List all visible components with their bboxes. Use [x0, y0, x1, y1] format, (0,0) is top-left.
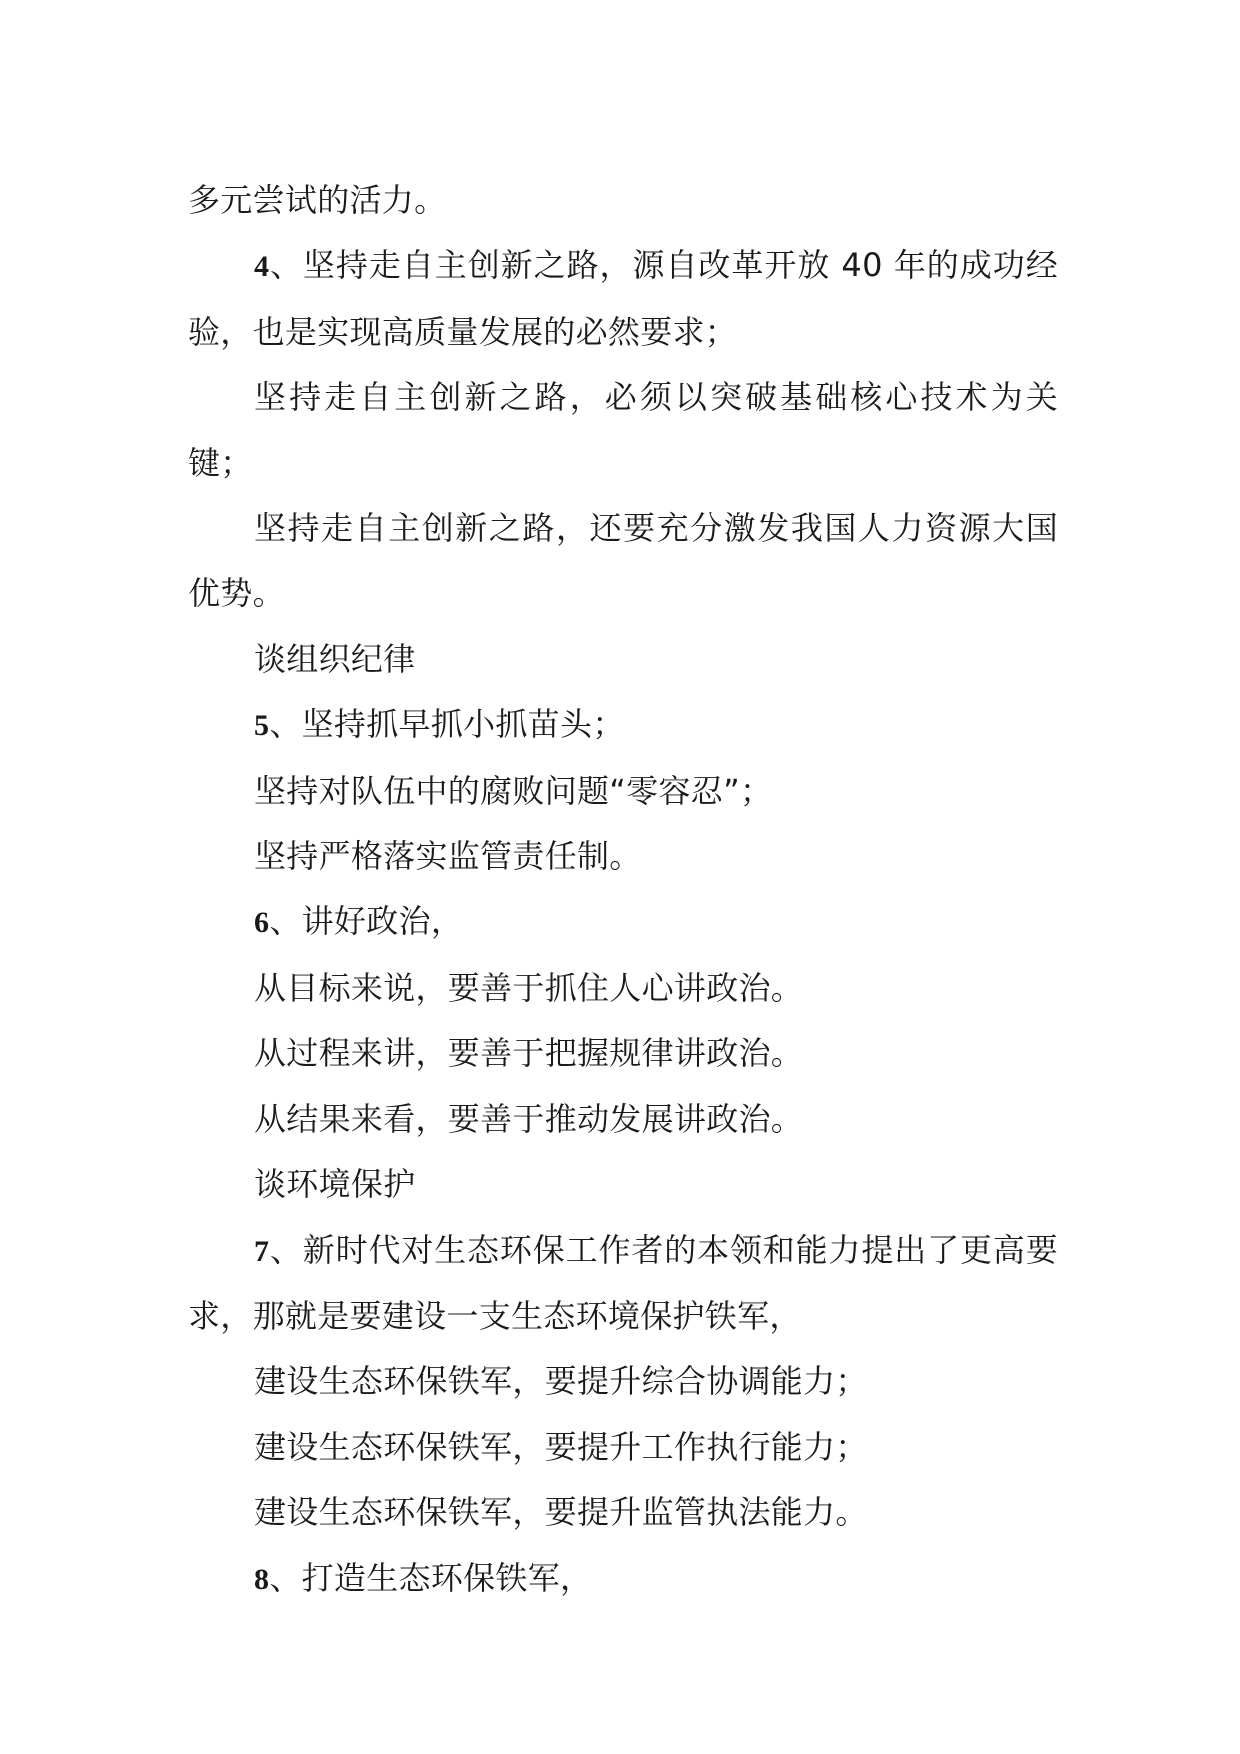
item-number: 4	[254, 250, 270, 284]
paragraph	[188, 1480, 1058, 1545]
section-heading	[188, 627, 1058, 692]
item-number: 6	[254, 906, 270, 940]
paragraph	[188, 496, 1058, 627]
paragraph	[188, 889, 1058, 955]
paragraph-text: 、坚持抓早抓小抓苗头；	[269, 705, 625, 744]
item-number: 7	[254, 1234, 270, 1268]
document-body	[188, 168, 1058, 1612]
paragraph	[188, 824, 1058, 889]
paragraph-text: 坚持走自主创新之路，必须以突破基础核心技术为关键；	[188, 378, 1058, 482]
section-heading-text: 谈环境保护	[254, 1165, 416, 1204]
item-number: 5	[254, 709, 270, 743]
paragraph-text: 、新时代对生态环保工作者的本领和能力提出了更高要求，那就是要建设一支生态环境保护铁军，	[188, 1230, 1058, 1335]
paragraph	[188, 1349, 1058, 1414]
paragraph	[188, 233, 1058, 365]
paragraph-text: 从结果来看，要善于推动发展讲政治。	[254, 1099, 804, 1138]
paragraph	[188, 1218, 1058, 1350]
paragraph	[188, 1087, 1058, 1152]
paragraph	[188, 168, 1058, 233]
paragraph-text: 坚持严格落实监管责任制。	[254, 837, 642, 876]
paragraph	[188, 1546, 1058, 1612]
paragraph-text: 、坚持走自主创新之路，源自改革开放 40 年的成功经验，也是实现高质量发展的必然要求；	[188, 246, 1058, 351]
paragraph-text: 建设生态环保铁军，要提升综合协调能力；	[254, 1362, 868, 1401]
paragraph	[188, 956, 1058, 1021]
paragraph-text: 坚持走自主创新之路，还要充分激发我国人力资源大国优势。	[188, 509, 1058, 613]
paragraph	[188, 759, 1058, 824]
paragraph	[188, 1021, 1058, 1086]
paragraph-text: 、讲好政治，	[269, 902, 464, 941]
item-number: 8	[254, 1562, 270, 1596]
paragraph-text: 建设生态环保铁军，要提升工作执行能力；	[254, 1427, 868, 1466]
section-heading-text: 谈组织纪律	[254, 639, 416, 678]
paragraph-text: 从目标来说，要善于抓住人心讲政治。	[254, 968, 804, 1007]
paragraph	[188, 1415, 1058, 1480]
paragraph-text: 建设生态环保铁军，要提升监管执法能力。	[254, 1493, 868, 1532]
section-heading	[188, 1152, 1058, 1217]
paragraph-text: 、打造生态环保铁军，	[269, 1558, 593, 1597]
paragraph-text: 多元尝试的活力。	[188, 181, 447, 219]
paragraph	[188, 692, 1058, 758]
paragraph	[188, 365, 1058, 496]
paragraph-text: 坚持对队伍中的腐败问题“零容忍”；	[254, 771, 773, 810]
paragraph-text: 从过程来讲，要善于把握规律讲政治。	[254, 1034, 804, 1073]
